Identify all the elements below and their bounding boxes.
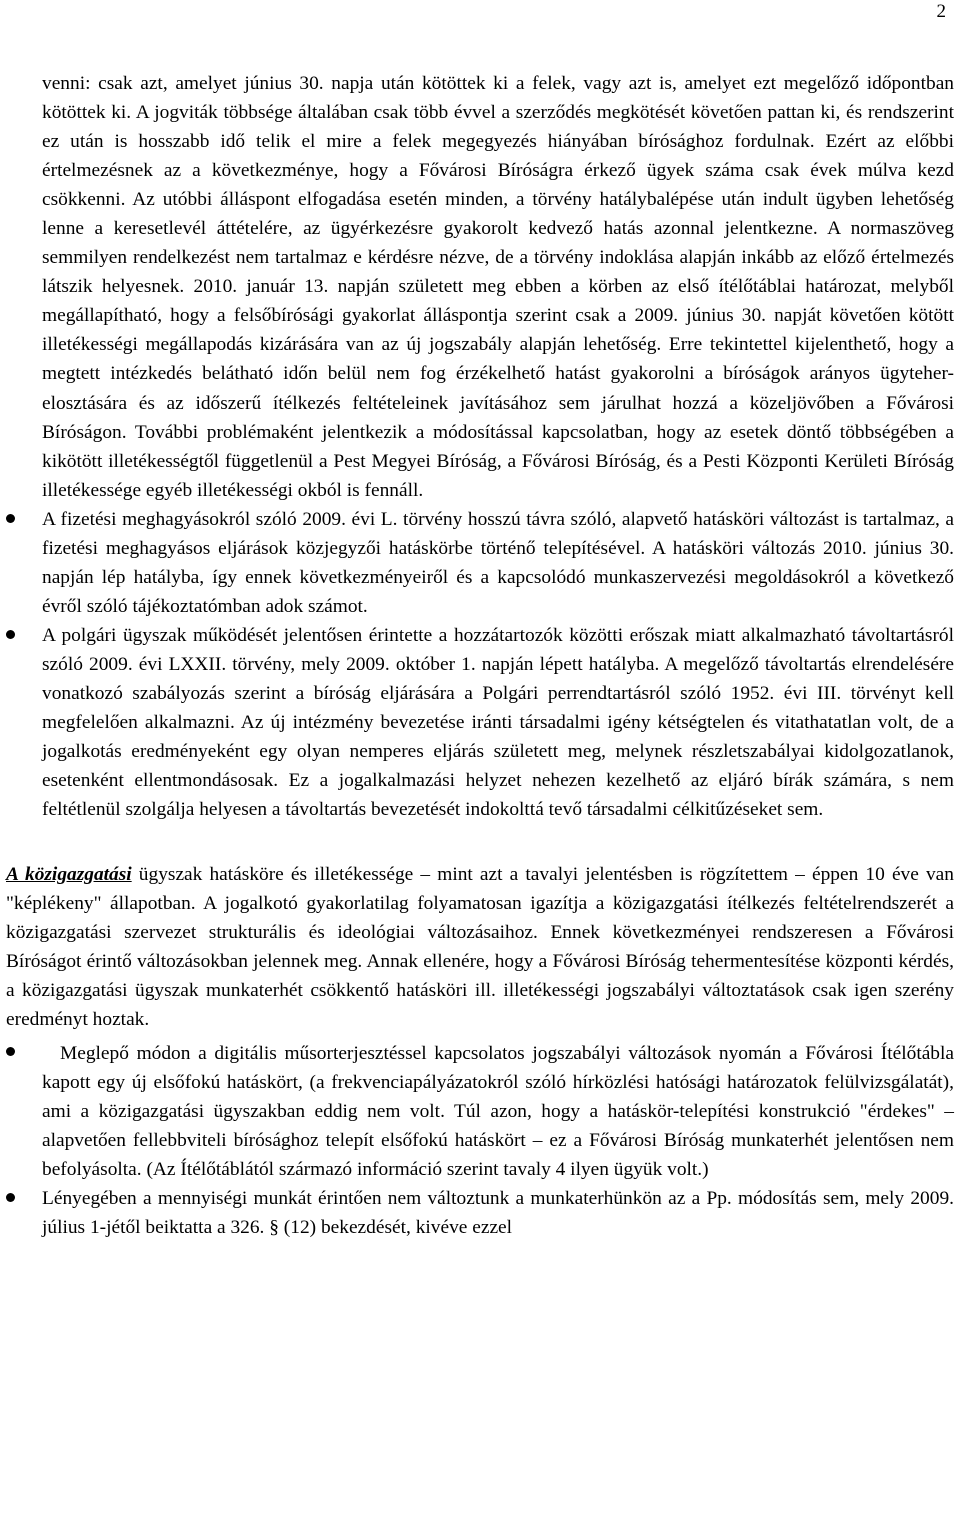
bullet-icon xyxy=(6,621,42,650)
admin-section-paragraph xyxy=(6,860,954,1034)
document-body xyxy=(6,69,954,1242)
bullet-icon xyxy=(6,1184,42,1213)
bullet-icon xyxy=(6,505,42,534)
list-item-text: Lényegében a mennyiségi munkát érintően nem változtunk a munkaterhünkön az a Pp. módosítás sem, mely 2009. július 1-jétől beiktatta a 326. § (12) bekezdését, kivéve ezzel xyxy=(42,1187,954,1238)
section-lead: A közigazgatási xyxy=(6,864,132,886)
list-item-text: A fizetési meghagyásokról szóló 2009. évi L. törvény hosszú távra szóló, alapvető hatásköri változást is tartalmaz, a fizetési meghagyásos eljárások közjegyzői hatáskörbe történő telepítésével. A hatásköri változás 2010. június 30. napján lép hatályba, így ennek következményeiről és a kapcsolódó munkaszervezési megoldásokról a következő évről szóló tájékoztatómban adok számot. xyxy=(42,508,954,617)
list-item xyxy=(42,621,954,824)
list-item xyxy=(42,1039,954,1184)
list-item-text: Meglepő módon a digitális műsorterjesztéssel kapcsolatos jogszabályi változások nyomán a Fővárosi Ítélőtábla kapott egy új elsőfokú hatáskört, (a frekvenciapályázatokról szóló hírközlési hatósági határozatok felülvizsgálatát), ami a közigazgatási ügyszakban eddig nem volt. Túl azon, hogy a hatáskör-telepítési konstrukció "érdekes" – alapvetően fellebbviteli bírósághoz telepít elsőfokú hatáskört – ez a Fővárosi Bíróság munkaterhét jelentősen nem befolyásolta. (Az Ítélőtáblától származó információ szerint tavaly 4 ilyen ügyük volt.) xyxy=(42,1042,954,1180)
list-item xyxy=(42,505,954,621)
section-spacer xyxy=(6,824,954,860)
bullet-icon xyxy=(6,1039,42,1068)
page-number: 2 xyxy=(936,1,946,22)
continuation-paragraph: venni: csak azt, amelyet június 30. napja után kötöttek ki a felek, vagy azt is, amelyet ezt megelőző időpontban kötöttek ki. A jogviták többsége általában csak több évvel a szerződés megkötését követően pattan ki, és rendszerint ez után is hosszabb idő telik el mire a felek megegyezés hiányában bírósághoz fordulnak. Ezért az előbbi értelmezésnek az a következménye, hogy a Fővárosi Bíróságra érkező ügyek száma csak évek múlva kezd csökkenni. Az utóbbi álláspont elfogadása esetén minden, a törvény hatálybalépése után indult ügyben lehetőség lenne a keresetlevél áttételére, az ügyérkezésre gyakorolt kedvező hatás azonnal jelentkezne. A normaszöveg semmilyen rendelkezést nem tartalmaz e kérdésre nézve, de a törvény indoklása alapján inkább az előző értelmezés látszik helyesnek. 2010. január 13. napján született meg ebben a körben az első ítélőtáblai határozat, melyből megállapítható, hogy a felsőbírósági gyakorlat álláspontja szerint csak a 2009. június 30. napját követően kötött illetékességi megállapodás kizárására van az új jogszabály alapján lehetőség. Erre tekintettel kijelenthető, hogy a megtett intézkedés belátható időn belül nem fog érzékelhető hatást gyakorolni a bíróságok arányos ügyteher-elosztására és az időszerű ítélkezés feltételeinek javításához sem járulhat hozzá a közeljövőben a Fővárosi Bíróságon. További problémaként jelentkezik a módosítással kapcsolatban, hogy az esetek döntő többségében a kikötött illetékességtől függetlenül a Pest Megyei Bíróság, a Fővárosi Bíróság, és a Pesti Központi Kerületi Bíróság illetékessége egyéb illetékességi okból is fennáll. xyxy=(42,73,954,501)
list-item xyxy=(42,1184,954,1242)
list-item-text: A polgári ügyszak működését jelentősen érintette a hozzátartozók közötti erőszak miatt alkalmazható távoltartásról szóló 2009. évi LXXII. törvény, mely 2009. október 1. napján lépett hatályba. A megelőző távoltartás elrendelésére vonatkozó szabályozás szerint a bíróság eljárására a Polgári perrendtartásról szóló 1952. évi III. törvényt kell megfelelően alkalmazni. Az új intézmény bevezetése iránti társadalmi igény kétségtelen és vitathatatlan volt, de a jogalkotás eredményeként egy olyan nemperes eljárás született meg, melynek részletszabályai kidolgozatlanok, esetenként ellentmondásosak. Ez a jogalkalmazási helyzet nehezen kezelhető az eljáró bírák számára, s nem feltétlenül szolgálja helyesen a távoltartás bevezetését indokolttá tevő társadalmi célkitűzéseket sem. xyxy=(42,624,954,821)
section-text: ügyszak hatásköre és illetékessége – mint azt a tavalyi jelentésben is rögzítettem – éppen 10 éve van "képlékeny" állapotban. A jogalkotó gyakorlatilag folyamatosan igazítja a közigazgatási ítélkezés feltételrendszerét a közigazgatási szervezet strukturális és ideológiai változásaihoz. Ennek következményei rendszeresen a Fővárosi Bíróságot érintő változásokban jelennek meg. Annak ellenére, hogy a Fővárosi Bíróság tehermentesítése központi kérdés, a közigazgatási ügyszak munkaterhét csökkentő hatásköri ill. illetékességi jogszabályi változtatások csak igen szerény eredményt hoztak. xyxy=(6,864,954,1031)
